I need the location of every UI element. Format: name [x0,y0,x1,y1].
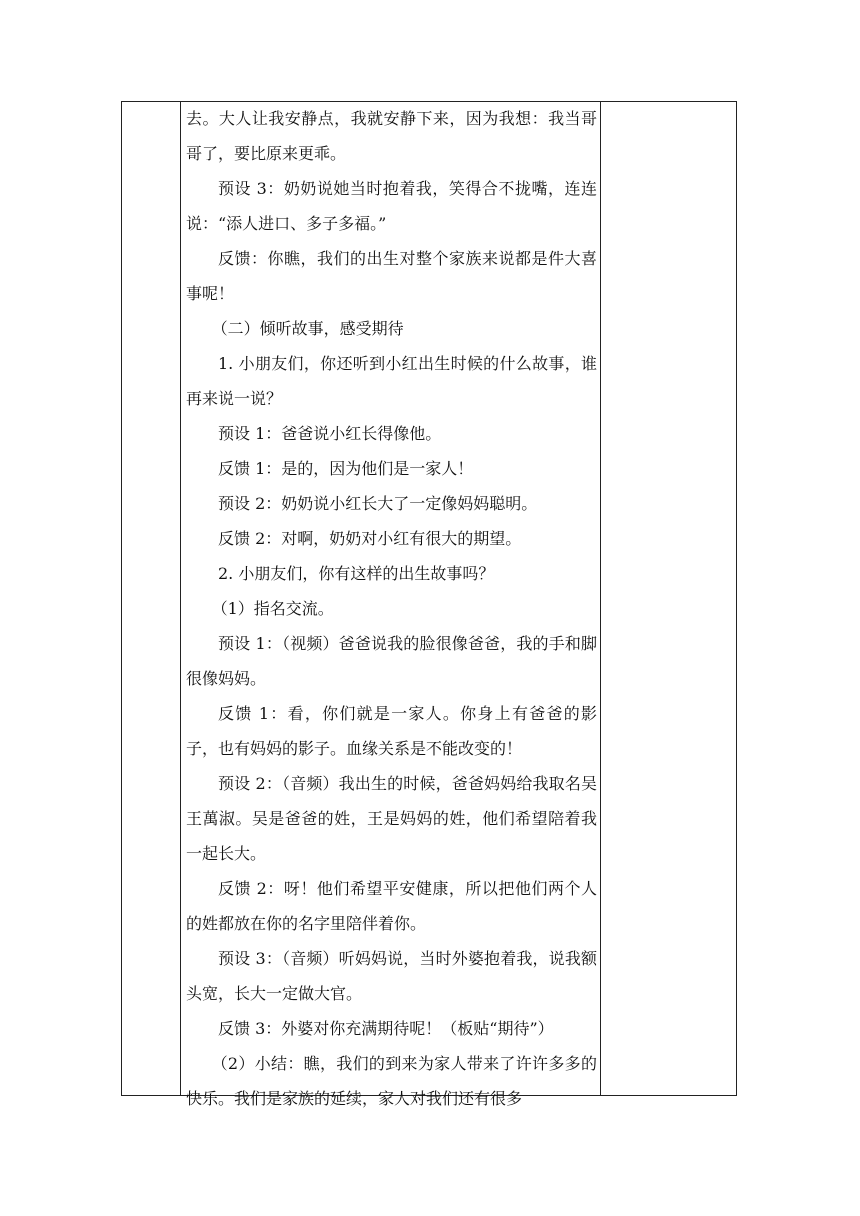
paragraph: 去。大人让我安静点，我就安静下来，因为我想：我当哥哥了，要比原来更乖。 [186,109,597,163]
paragraph: 2. 小朋友们，你有这样的出生故事吗？ [218,564,495,583]
column-divider-left [180,102,181,1095]
column-divider-right [600,102,601,1095]
section-heading: （二）倾听故事，感受期待 [211,319,404,338]
paragraph: 1. 小朋友们，你还听到小红出生时候的什么故事，谁再来说一说？ [186,354,597,408]
paragraph: （2）小结：瞧，我们的到来为家人带来了许许多多的快乐。我们是家族的延续，家人对我们还有很多 [186,1054,597,1108]
paragraph: 预设 2：奶奶说小红长大了一定像妈妈聪明。 [218,494,538,513]
paragraph: （1）指名交流。 [211,599,334,618]
paragraph: 反馈 3：外婆对你充满期待呢！（板贴“期待”） [218,1019,554,1038]
paragraph: 预设 2：（音频）我出生的时候，爸爸妈妈给我取名吴王萬淑。吴是爸爸的姓，王是妈妈的姓，他们希望陪着我一起长大。 [186,774,597,863]
paragraph: 反馈 2：对啊，奶奶对小红有很大的期望。 [218,529,522,548]
paragraph: 预设 1：爸爸说小红长得像他。 [218,424,442,443]
paragraph: 反馈 1：是的，因为他们是一家人！ [218,459,474,478]
paragraph: 预设 3：（音频）听妈妈说，当时外婆抱着我，说我额头宽，长大一定做大官。 [186,949,597,1003]
paragraph: 预设 1：（视频）爸爸说我的脸很像爸爸，我的手和脚很像妈妈。 [186,634,597,688]
paragraph: 反馈 1：看，你们就是一家人。你身上有爸爸的影子，也有妈妈的影子。血缘关系是不能改变的！ [186,704,597,758]
paragraph: 反馈：你瞧，我们的出生对整个家族来说都是件大喜事呢！ [186,249,597,303]
lesson-content-cell [186,101,597,1116]
paragraph: 预设 3：奶奶说她当时抱着我，笑得合不拢嘴，连连说：“添人进口、多子多福。” [186,179,597,233]
paragraph: 反馈 2：呀！他们希望平安健康，所以把他们两个人的姓都放在你的名字里陪伴着你。 [186,879,597,933]
